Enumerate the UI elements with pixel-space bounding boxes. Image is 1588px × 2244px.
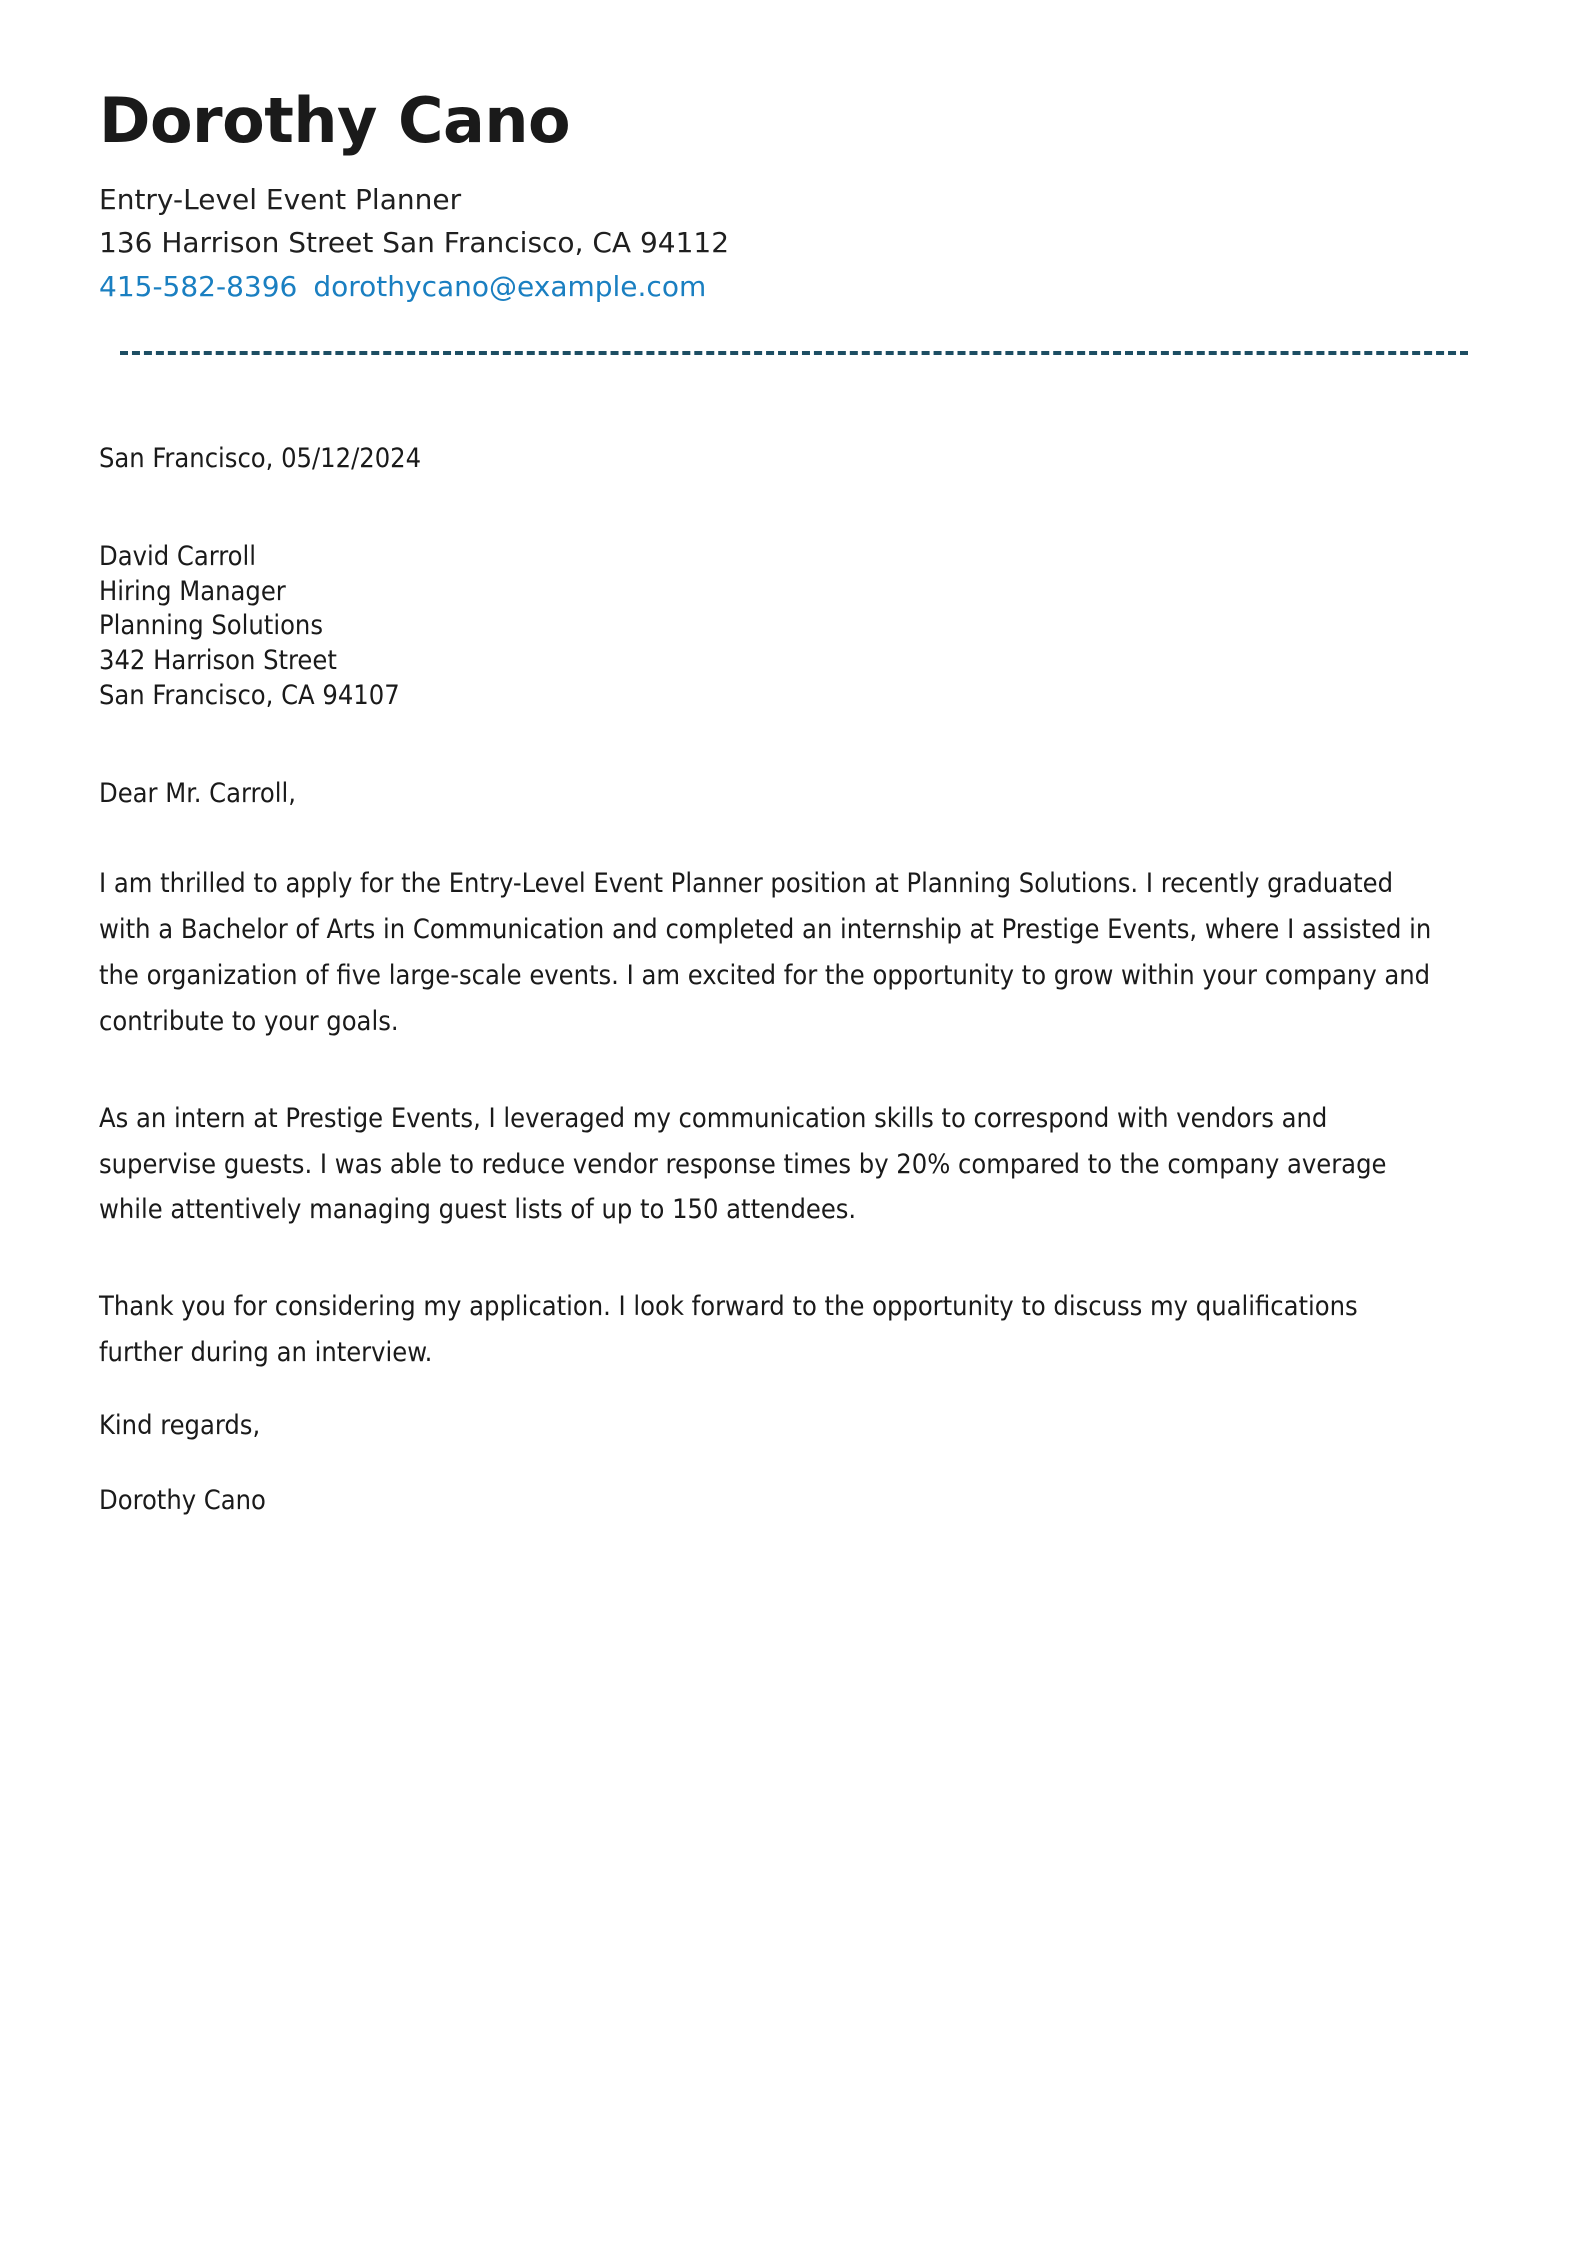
applicant-contact-line bbox=[99, 264, 1489, 309]
phone-link[interactable]: 415-582-8396 bbox=[99, 270, 298, 304]
letter-paragraph: I am thrilled to apply for the Entry-Level Event Planner position at Planning Solutions. I recently graduated with a Bachelor of Arts in Communication and completed an internship at Prestige Events, where I assisted in the organization of five large-scale events. I am excited for the opportunity to grow within your company and contribute to your goals. bbox=[99, 868, 1432, 1037]
recipient-company: Planning Solutions bbox=[99, 610, 323, 642]
letter-paragraphs bbox=[99, 811, 1489, 1376]
applicant-job-title: Entry-Level Event Planner bbox=[99, 183, 462, 217]
email-link[interactable]: dorothycano@example.com bbox=[313, 270, 707, 304]
recipient-street: 342 Harrison Street bbox=[99, 645, 337, 677]
recipient-city: San Francisco, CA 94107 bbox=[99, 680, 400, 712]
header-divider bbox=[120, 351, 1468, 355]
recipient-address-block bbox=[99, 476, 1489, 714]
closing-salutation: Kind regards, bbox=[99, 1410, 261, 1442]
letter-body bbox=[99, 363, 1489, 1519]
salutation: Dear Mr. Carroll, bbox=[99, 777, 296, 809]
date-line: San Francisco, 05/12/2024 bbox=[99, 442, 422, 474]
signature-name: Dorothy Cano bbox=[99, 1485, 266, 1517]
letter-content-column bbox=[99, 0, 1489, 1518]
letter-paragraph: Thank you for considering my application. I look forward to the opportunity to discuss my qualifications further during an interview. bbox=[99, 1291, 1358, 1369]
recipient-name: David Carroll bbox=[99, 540, 256, 572]
letter-paragraph: As an intern at Prestige Events, I leveraged my communication skills to correspond with vendors and supervise guests. I was able to reduce vendor response times by 20% compared to the company average while attentively managing guest lists of up to 150 attendees. bbox=[99, 1102, 1387, 1226]
recipient-role: Hiring Manager bbox=[99, 575, 286, 607]
applicant-name: Dorothy Cano bbox=[99, 84, 571, 157]
applicant-address: 136 Harrison Street San Francisco, CA 94112 bbox=[99, 225, 730, 259]
letterhead bbox=[99, 0, 1489, 355]
